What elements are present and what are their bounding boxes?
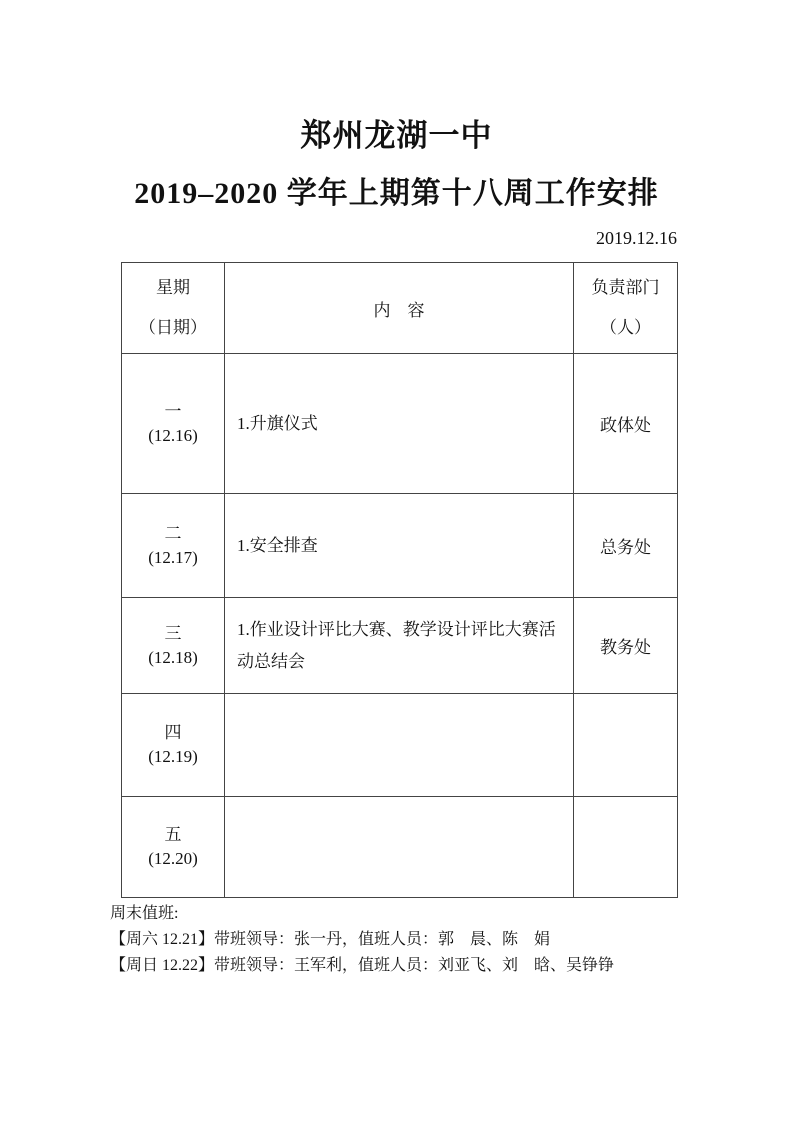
- header-department-label: 负责部门: [591, 278, 660, 297]
- weekday-label: 一: [164, 401, 182, 421]
- date-label: (12.17): [148, 547, 198, 567]
- content-cell: 1.安全排查: [225, 494, 574, 598]
- day-cell: [122, 694, 225, 797]
- saturday-duty-line: 【周六 12.21】带班领导：张一丹，值班人员：郭 晨、陈 娟: [110, 931, 551, 948]
- table-row-wednesday: [122, 598, 678, 694]
- content-cell: 1.升旗仪式: [225, 354, 574, 494]
- table-row-thursday: [122, 694, 678, 797]
- weekly-schedule-table: [121, 262, 678, 898]
- department-cell: 教务处: [574, 598, 678, 694]
- sunday-duty-line: 【周日 12.22】带班领导：王军利，值班人员：刘亚飞、刘 晗、吴铮铮: [110, 957, 615, 974]
- department-cell: 政体处: [574, 354, 678, 494]
- header-person-label: （人）: [600, 318, 651, 337]
- weekend-duty-heading: 周末值班:: [110, 905, 179, 922]
- school-title: 郑州龙湖一中: [300, 118, 493, 153]
- date-label: (12.20): [148, 849, 198, 868]
- weekend-duty-section: [110, 901, 710, 979]
- table-row-friday: [122, 797, 678, 898]
- department-cell: 总务处: [574, 494, 678, 598]
- table-header-row: [122, 263, 678, 354]
- header-date-label: （日期）: [139, 318, 207, 337]
- date-label: (12.19): [148, 747, 198, 766]
- content-cell: 1.作业设计评比大赛、教学设计评比大赛活动总结会: [225, 598, 574, 694]
- date-label: (12.16): [148, 425, 198, 445]
- day-cell: [122, 598, 225, 694]
- weekday-label: 五: [164, 825, 182, 844]
- header-content-column: 内 容: [225, 263, 574, 354]
- day-cell: [122, 354, 225, 494]
- weekday-label: 四: [164, 723, 182, 742]
- content-cell: [225, 797, 574, 898]
- content-cell: [225, 694, 574, 797]
- weekday-label: 二: [164, 523, 182, 543]
- document-date: 2019.12.16: [596, 228, 677, 248]
- day-cell: [122, 494, 225, 598]
- header-day-label: 星期: [156, 278, 190, 297]
- header-day-column: [122, 263, 225, 354]
- day-cell: [122, 797, 225, 898]
- document-subtitle: 2019–2020 学年上期第十八周工作安排: [134, 177, 659, 210]
- table-row-monday: [122, 354, 678, 494]
- date-label: (12.18): [148, 647, 198, 667]
- department-cell: [574, 797, 678, 898]
- weekday-label: 三: [164, 623, 182, 643]
- header-department-column: [574, 263, 678, 354]
- department-cell: [574, 694, 678, 797]
- table-row-tuesday: [122, 494, 678, 598]
